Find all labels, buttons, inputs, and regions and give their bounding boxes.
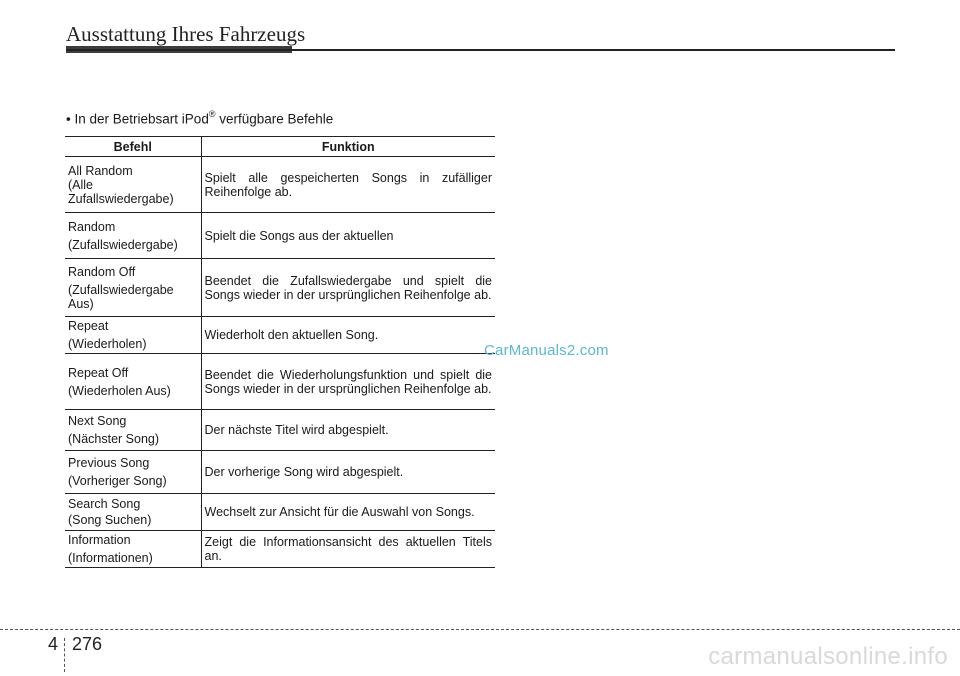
function-cell: Beendet die Zufallswiedergabe und spielt die Songs wieder in der ursprünglichen Reihenfolge ab.	[201, 259, 495, 317]
command-cell	[65, 410, 201, 451]
intro-line	[66, 110, 333, 127]
command-alias: (Song Suchen)	[68, 513, 152, 527]
function-cell: Der vorherige Song wird abgespielt.	[201, 451, 495, 494]
intro-text-after: verfügbare Befehle	[215, 111, 334, 127]
page-number: 276	[72, 634, 103, 654]
bullet: •	[66, 111, 71, 127]
footer-divider	[64, 638, 65, 672]
command-alias: (Vorheriger Song)	[68, 474, 167, 488]
table-row	[65, 451, 495, 494]
command-name: All Random	[68, 163, 133, 178]
function-cell: Der nächste Titel wird abgespielt.	[201, 410, 495, 451]
command-cell	[65, 354, 201, 410]
command-name: Repeat Off	[68, 365, 129, 380]
function-cell: Spielt alle gespeicherten Songs in zufälliger Reihenfolge ab.	[201, 157, 495, 213]
table-row	[65, 317, 495, 354]
command-name: Information	[68, 533, 131, 547]
table-row	[65, 410, 495, 451]
function-cell: Wiederholt den aktuellen Song.	[201, 317, 495, 354]
command-alias: (Zufallswiedergabe)	[68, 237, 178, 252]
command-alias: (Zufallswiedergabe Aus)	[68, 282, 174, 311]
function-cell: Zeigt die Informationsansicht des aktuellen Titels an.	[201, 531, 495, 568]
table-row	[65, 213, 495, 259]
column-header-command: Befehl	[65, 137, 201, 157]
command-alias: (Wiederholen)	[68, 337, 147, 351]
command-alias: (Nächster Song)	[68, 432, 160, 446]
page-header-title: Ausstattung Ihres Fahrzeugs	[66, 22, 306, 46]
footer-rule	[0, 629, 960, 630]
command-cell	[65, 451, 201, 494]
table-row	[65, 494, 495, 531]
table-row	[65, 531, 495, 568]
column-header-function: Funktion	[201, 137, 495, 157]
command-cell	[65, 531, 201, 568]
table-row	[65, 354, 495, 410]
command-name: Search Song	[68, 497, 141, 511]
intro-text-before: In der Betriebsart iPod	[74, 111, 209, 127]
function-cell: Wechselt zur Ansicht für die Auswahl von Songs.	[201, 494, 495, 531]
command-cell	[65, 213, 201, 259]
command-cell	[65, 157, 201, 213]
command-name: Next Song	[68, 414, 127, 428]
section-number: 4	[48, 634, 59, 654]
function-cell: Spielt die Songs aus der aktuellen	[201, 213, 495, 259]
command-alias: (Alle Zufallswiedergabe)	[68, 177, 174, 206]
table-header-row	[65, 137, 495, 157]
site-watermark: carmanualsonline.info	[708, 643, 948, 670]
command-name: Random	[68, 219, 116, 234]
registered-mark: ®	[208, 109, 216, 119]
command-cell	[65, 494, 201, 531]
function-cell: Beendet die Wiederholungsfunktion und spielt die Songs wieder in der ursprünglichen Reihenfolge ab.	[201, 354, 495, 410]
header-rule	[66, 49, 895, 51]
table-row	[65, 157, 495, 213]
carmanuals-watermark: CarManuals2.com	[484, 342, 609, 359]
command-alias: (Wiederholen Aus)	[68, 383, 171, 398]
command-alias: (Informationen)	[68, 551, 153, 565]
ipod-command-table	[65, 136, 495, 568]
command-name: Previous Song	[68, 456, 150, 470]
command-cell	[65, 259, 201, 317]
table-row	[65, 259, 495, 317]
command-name: Repeat	[68, 319, 109, 333]
command-name: Random Off	[68, 264, 136, 279]
command-cell	[65, 317, 201, 354]
